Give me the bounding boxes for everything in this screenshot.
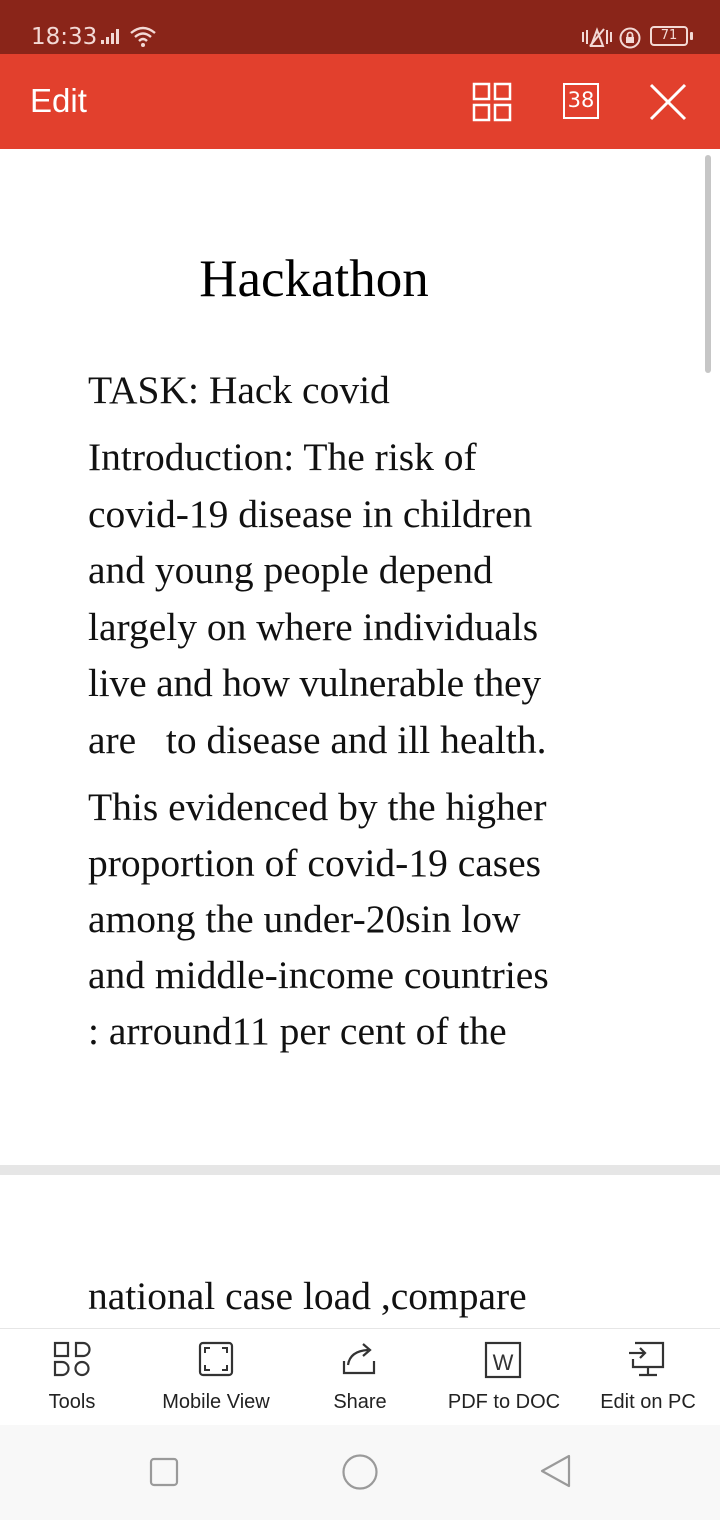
share-button[interactable] xyxy=(318,1329,402,1426)
text-line: This evidenced by the higher xyxy=(88,785,547,829)
text-line: are to disease and ill health. xyxy=(88,717,547,762)
monitor-icon xyxy=(627,1341,669,1379)
tools-button[interactable] xyxy=(28,1329,116,1426)
paragraph-evidence xyxy=(88,779,618,1059)
page-count-button[interactable]: 38 xyxy=(563,83,599,119)
edit-on-pc-label: Edit on PC xyxy=(600,1391,696,1413)
document-view[interactable] xyxy=(0,149,720,1328)
recents-icon[interactable] xyxy=(149,1457,179,1487)
pdf-to-doc-button[interactable] xyxy=(440,1329,568,1426)
text-line: among the under-20sin low xyxy=(88,897,521,941)
status-bar xyxy=(0,0,720,54)
alarm-icon xyxy=(618,26,642,50)
close-icon[interactable] xyxy=(648,82,688,122)
text-line: proportion of covid-19 cases xyxy=(88,841,542,885)
edit-button[interactable]: Edit xyxy=(30,82,87,119)
text-line: : arround11 per cent of the xyxy=(88,1009,507,1053)
task-line: TASK: Hack covid xyxy=(88,368,390,412)
home-icon[interactable] xyxy=(341,1453,379,1491)
document-title: Hackathon xyxy=(199,250,429,308)
text-line: and middle-income countries xyxy=(88,953,549,997)
document-page xyxy=(0,1175,700,1328)
text-line: Introduction: The risk of xyxy=(88,435,477,479)
text-line: national case load ,compare xyxy=(88,1274,527,1318)
tools-label: Tools xyxy=(48,1391,96,1413)
bottom-toolbar xyxy=(0,1328,720,1425)
tools-icon xyxy=(52,1341,92,1377)
scrollbar[interactable] xyxy=(705,155,711,373)
battery-cap xyxy=(690,32,693,40)
page-separator xyxy=(0,1165,720,1175)
paragraph-introduction xyxy=(88,429,618,768)
mobile-view-button[interactable] xyxy=(148,1329,284,1426)
status-time: 18:33 xyxy=(31,24,98,50)
text-line: covid-19 disease in children xyxy=(88,491,533,536)
pdf-to-doc-label: PDF to DOC xyxy=(447,1391,561,1413)
text-line: live and how vulnerable they xyxy=(88,661,541,705)
share-icon xyxy=(340,1341,380,1377)
grid-view-icon[interactable] xyxy=(472,82,512,122)
top-app-bar xyxy=(0,54,720,149)
word-doc-icon xyxy=(484,1341,522,1379)
document-page xyxy=(0,149,700,1165)
text-line: and young people depend xyxy=(88,548,493,592)
back-icon[interactable] xyxy=(538,1453,572,1489)
signal-icon xyxy=(100,28,124,44)
share-label: Share xyxy=(333,1391,387,1413)
mobile-view-icon xyxy=(198,1341,234,1377)
mobile-view-label: Mobile View xyxy=(162,1391,270,1413)
word-doc-glyph: W xyxy=(492,1350,514,1375)
text-line: largely on where individuals xyxy=(88,604,539,649)
edit-on-pc-button[interactable] xyxy=(590,1329,706,1426)
system-nav-bar xyxy=(0,1425,720,1520)
vibrate-off-icon xyxy=(580,26,614,48)
battery-indicator: 71 xyxy=(650,26,688,46)
wifi-icon xyxy=(128,24,158,48)
